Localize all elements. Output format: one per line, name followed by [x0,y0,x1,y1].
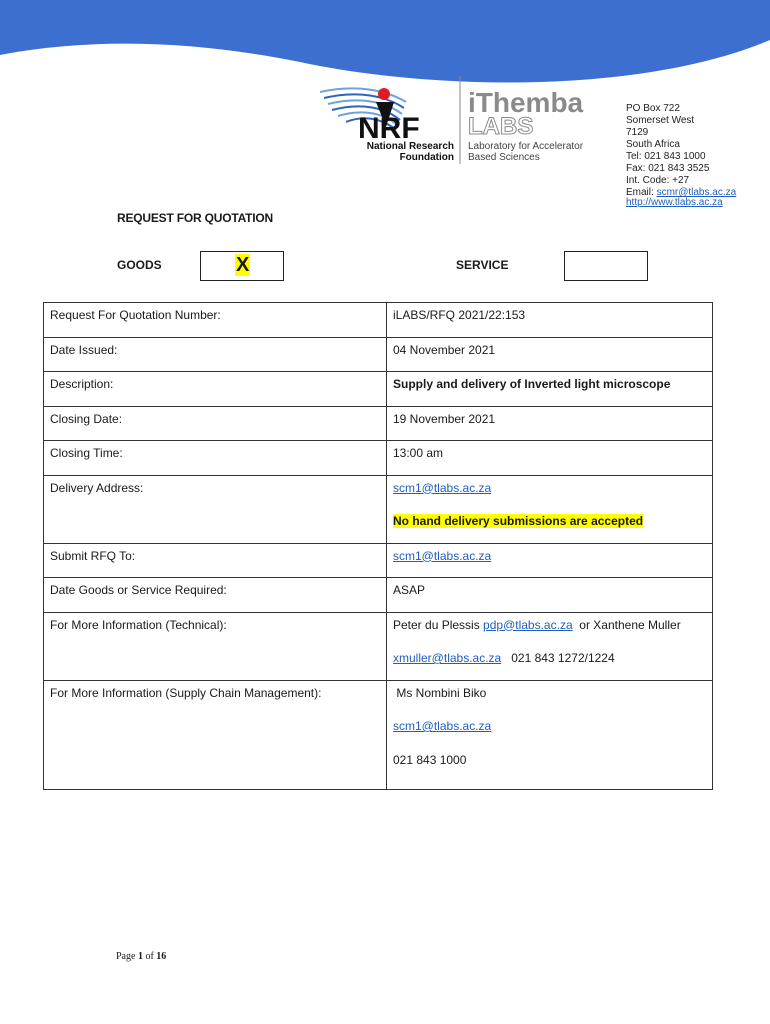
rfq-number-value: iLABS/RFQ 2021/22:153 [393,308,526,322]
address-line: Somerset West [626,115,695,126]
address-block [626,103,736,209]
goods-label: GOODS [117,258,162,272]
page-title: REQUEST FOR QUOTATION [117,211,274,225]
tagline-line1: Laboratory for Accelerator [468,141,584,152]
technical-contact-name: Peter du Plessis [393,617,484,632]
page-number [116,951,166,962]
nrf-ithemba-logo [316,72,616,172]
closing-time-value: 13:00 am [393,446,444,460]
delivery-address-label: Delivery Address: [50,480,144,495]
technical-email-link-2[interactable]: xmuller@tlabs.ac.za [393,651,502,665]
service-label: SERVICE [456,258,509,272]
scm-contact-name: Ms Nombini Biko [393,685,487,700]
goods-checkbox[interactable] [200,251,284,281]
table-row [44,406,713,441]
submit-email-link[interactable]: scm1@tlabs.ac.za [393,548,492,563]
page-of: of [142,951,157,962]
technical-email-link-1[interactable]: pdp@tlabs.ac.za [483,617,573,632]
address-line: 7129 [626,127,649,138]
page-total: 16 [156,951,167,962]
table-row [44,612,713,680]
scm-phone: 021 843 1000 [393,752,467,767]
labs-name: LABS [468,113,534,140]
fax: Fax: 021 843 3525 [626,163,710,174]
page-current: 1 [137,951,143,962]
goods-check-mark: X [236,254,250,276]
table-row [44,475,713,543]
submit-to-label: Submit RFQ To: [50,548,136,563]
rfq-details-table [43,302,713,790]
description-value: Supply and delivery of Inverted light microscope [393,377,671,391]
technical-contact-connector: or Xanthene Muller [572,617,681,632]
website-link[interactable]: http://www.tlabs.ac.za [626,197,723,208]
table-row [44,303,713,338]
table-row [44,578,713,613]
description-label: Description: [50,377,114,391]
info-technical-label: For More Information (Technical): [50,617,227,632]
ithemba-name: iThemba [468,87,584,118]
date-issued-label: Date Issued: [50,342,118,357]
date-required-label: Date Goods or Service Required: [50,583,227,597]
email-label: Email: [626,187,657,198]
technical-phone: 021 843 1272/1224 [501,651,615,665]
closing-time-label: Closing Time: [50,446,123,460]
scm-email-link[interactable]: scm1@tlabs.ac.za [393,719,492,733]
table-row [44,337,713,372]
tagline-line2: Based Sciences [468,152,540,163]
closing-date-value: 19 November 2021 [393,411,496,426]
address-line: South Africa [626,139,680,150]
info-scm-label: For More Information (Supply Chain Management): [50,685,322,700]
page-prefix: Page [116,951,138,962]
table-row [44,441,713,476]
nrf-abbrev: NRF [358,112,420,145]
date-required-value: ASAP [393,583,426,597]
nrf-name-line2: Foundation [399,152,454,163]
int-code: Int. Code: +27 [626,175,690,186]
table-row [44,543,713,578]
delivery-email-link[interactable]: scm1@tlabs.ac.za [393,480,492,495]
date-issued-value: 04 November 2021 [393,342,496,357]
closing-date-label: Closing Date: [50,411,123,426]
service-checkbox[interactable] [564,251,648,281]
table-row [44,680,713,789]
rfq-number-label: Request For Quotation Number: [50,308,221,322]
email-link[interactable]: scmr@tlabs.ac.za [656,187,737,198]
address-line: PO Box 722 [626,103,680,114]
telephone: Tel: 021 843 1000 [626,151,706,162]
table-row [44,372,713,407]
delivery-notice: No hand delivery submissions are accepted [393,514,644,528]
nrf-name-line1: National Research [366,141,454,152]
